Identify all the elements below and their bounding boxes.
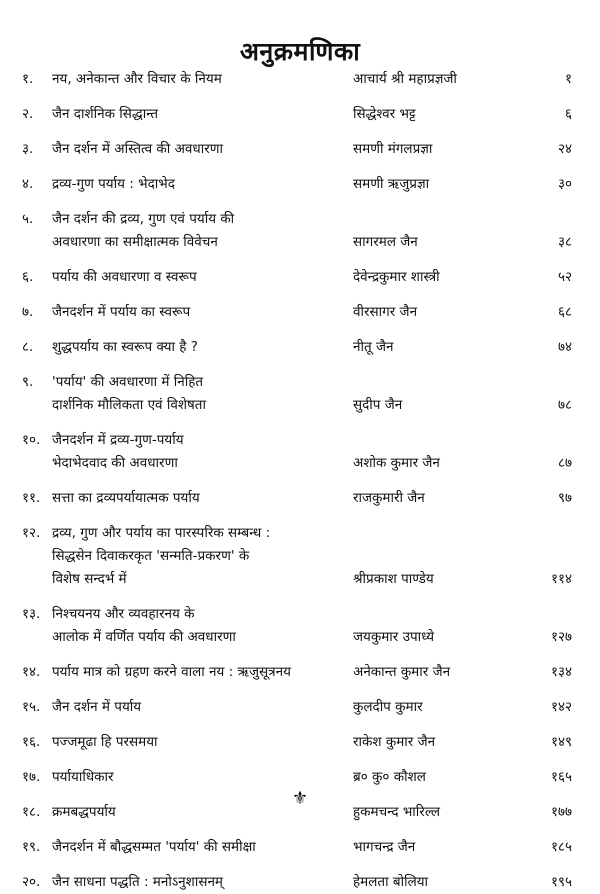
entry-title-line: जैन दर्शन की द्रव्य, गुण एवं पर्याय की — [52, 211, 235, 227]
entry-title-line: नय, अनेकान्त और विचार के नियम — [52, 71, 222, 87]
ornament-icon: ⚜ — [291, 788, 309, 809]
entry-author: समणी ऋजुप्रज्ञा — [353, 176, 430, 192]
toc-entry — [0, 871, 600, 894]
entry-title-line: जैन दर्शन में पर्याय — [52, 699, 142, 715]
entry-title-line: पर्याय मात्र को ग्रहण करने वाला नय : ऋजुसूत्रनय — [52, 664, 291, 680]
entry-page-number: १ — [564, 71, 572, 87]
entry-page-number: ६ — [564, 106, 572, 122]
entry-page-number: ६८ — [557, 304, 572, 320]
toc-entry — [0, 429, 600, 475]
entry-number: १३. — [22, 606, 41, 622]
entry-number: २. — [22, 106, 34, 122]
toc-entry — [0, 138, 600, 161]
entry-number: ४. — [22, 176, 34, 192]
toc-entry — [0, 603, 600, 649]
entry-title-line: जैन दर्शन में अस्तित्व की अवधारणा — [52, 141, 223, 157]
entry-page-number: १७७ — [550, 804, 572, 820]
entry-title-line: क्रमबद्धपर्याय — [52, 804, 116, 820]
entry-author: कुलदीप कुमार — [353, 699, 423, 715]
entry-number: १७. — [22, 769, 41, 785]
entry-author: राकेश कुमार जैन — [353, 734, 436, 750]
entry-title-line: दार्शनिक मौलिकता एवं विशेषता — [52, 397, 207, 413]
page-title: अनुक्रमणिका — [239, 37, 361, 66]
entry-author: हेमलता बोलिया — [353, 874, 429, 890]
entry-title-line: जैनदर्शन में द्रव्य-गुण-पर्याय — [52, 432, 184, 448]
entry-page-number: १३४ — [550, 664, 572, 680]
entry-page-number: १४२ — [550, 699, 572, 715]
entry-author: अनेकान्त कुमार जैन — [353, 664, 451, 680]
entry-number: १९. — [22, 839, 41, 855]
entry-number: १४. — [22, 664, 41, 680]
toc-entry — [0, 661, 600, 684]
toc-entry — [0, 731, 600, 754]
entry-title-line: द्रव्य, गुण और पर्याय का पारस्परिक सम्बन्ध : — [52, 525, 271, 541]
entry-title-line: जैनदर्शन में पर्याय का स्वरूप — [52, 304, 191, 320]
entry-page-number: ८७ — [557, 455, 572, 471]
entry-title-line: आलोक में वर्णित पर्याय की अवधारणा — [52, 629, 236, 645]
toc-entry — [0, 173, 600, 196]
toc-entry — [0, 266, 600, 289]
entry-author: जयकुमार उपाध्ये — [353, 629, 435, 645]
entry-number: २०. — [22, 874, 41, 890]
entry-page-number: ११४ — [550, 571, 572, 587]
entry-page-number: २४ — [557, 141, 572, 157]
entry-number: ३. — [22, 141, 34, 157]
toc-entry — [0, 336, 600, 359]
toc-entry — [0, 487, 600, 510]
entry-page-number: ९७ — [557, 490, 572, 506]
entry-title-line: सिद्धसेन दिवाकरकृत 'सन्मति-प्रकरण' के — [52, 548, 250, 564]
entry-author: आचार्य श्री महाप्रज्ञजी — [353, 71, 457, 87]
entry-title-line: पर्यायाधिकार — [52, 769, 114, 785]
entry-author: ब्र० कु० कौशल — [353, 769, 426, 785]
entry-page-number: १९५ — [550, 874, 572, 890]
entry-number: ५. — [22, 211, 34, 227]
entry-author: देवेन्द्रकुमार शास्त्री — [353, 269, 440, 285]
entry-title-line: जैन दार्शनिक सिद्धान्त — [52, 106, 159, 122]
toc-entry — [0, 836, 600, 859]
entry-number: १८. — [22, 804, 41, 820]
entry-author: हुकमचन्द भारिल्ल — [353, 804, 441, 820]
toc-entry — [0, 371, 600, 417]
entry-page-number: ७४ — [557, 339, 572, 355]
entry-number: ७. — [22, 304, 34, 320]
entry-page-number: ७८ — [557, 397, 572, 413]
entry-title-line: विशेष सन्दर्भ में — [52, 571, 127, 587]
toc-entry — [0, 696, 600, 719]
entry-author: सागरमल जैन — [353, 234, 418, 250]
entry-title-line: द्रव्य-गुण पर्याय : भेदाभेद — [52, 176, 175, 192]
entry-page-number: ३८ — [557, 234, 572, 250]
entry-author: भागचन्द्र जैन — [353, 839, 416, 855]
entry-number: ११. — [22, 490, 41, 506]
entry-author: सिद्धेश्वर भट्ट — [353, 106, 416, 122]
toc-entry — [0, 68, 600, 91]
entry-author: सुदीप जैन — [353, 397, 403, 413]
entry-title-line: जैनदर्शन में बौद्धसम्मत 'पर्याय' की समीक्षा — [52, 839, 256, 855]
entry-page-number: ३० — [557, 176, 572, 192]
entry-number: ८. — [22, 339, 34, 355]
entry-page-number: १८५ — [550, 839, 572, 855]
entry-number: १६. — [22, 734, 41, 750]
entry-author: नीतू जैन — [353, 339, 394, 355]
entry-page-number: १६५ — [550, 769, 572, 785]
entry-page-number: १२७ — [550, 629, 572, 645]
entry-author: राजकुमारी जैन — [353, 490, 425, 506]
toc-entry — [0, 103, 600, 126]
entry-number: १५. — [22, 699, 41, 715]
entry-title-line: सत्ता का द्रव्यपर्यायात्मक पर्याय — [52, 490, 200, 506]
entry-title-line: पर्याय की अवधारणा व स्वरूप — [52, 269, 197, 285]
toc-entry — [0, 208, 600, 254]
entry-number: १. — [22, 71, 34, 87]
entry-number: ९. — [22, 374, 34, 390]
entry-page-number: १४९ — [550, 734, 572, 750]
entry-title-line: पज्जमूढा हि परसमया — [52, 734, 158, 750]
entry-number: १०. — [22, 432, 41, 448]
entry-author: समणी मंगलप्रज्ञा — [353, 141, 433, 157]
toc-entry — [0, 766, 600, 789]
entry-title-line: जैन साधना पद्धति : मनोऽनुशासनम् — [52, 874, 224, 890]
entry-title-line: शुद्धपर्याय का स्वरूप क्या है ? — [52, 339, 198, 355]
entry-title-line: अवधारणा का समीक्षात्मक विवेचन — [52, 234, 218, 250]
entry-author: श्रीप्रकाश पाण्डेय — [353, 571, 434, 587]
toc-entry — [0, 301, 600, 324]
entry-title-line: 'पर्याय' की अवधारणा में निहित — [52, 374, 204, 390]
entry-author: वीरसागर जैन — [353, 304, 418, 320]
entry-title-line: भेदाभेदवाद की अवधारणा — [52, 455, 178, 471]
entry-page-number: ५२ — [557, 269, 572, 285]
entry-number: ६. — [22, 269, 34, 285]
entry-title-line: निश्चयनय और व्यवहारनय के — [52, 606, 195, 622]
toc-entry — [0, 522, 600, 591]
entry-author: अशोक कुमार जैन — [353, 455, 440, 471]
entry-number: १२. — [22, 525, 41, 541]
